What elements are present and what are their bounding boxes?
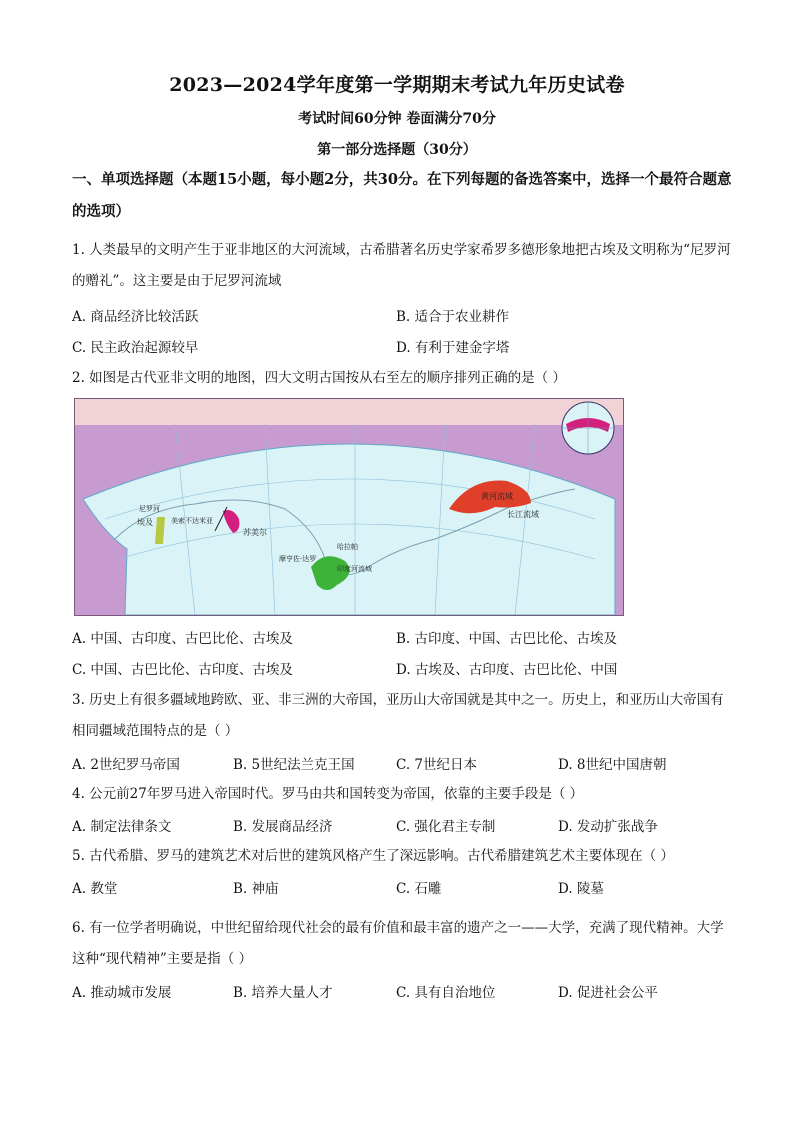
question-1-stem: 1. 人类最早的文明产生于亚非地区的大河流域，古希腊著名历史学家希罗多德形象地把古埃及文明称为“尼罗河的赠礼”。这主要是由于尼罗河流域 (72, 242, 731, 289)
question-4-option-a[interactable]: A. 制定法律条文 (72, 819, 172, 835)
question-1-option-a[interactable]: A. 商品经济比较活跃 (72, 309, 199, 325)
question-4-option-c[interactable]: C. 强化君主专制 (396, 819, 496, 835)
map-label-mohenjo: 摩亨佐·达罗 (279, 555, 317, 563)
question-4-stem: 4. 公元前27年罗马进入帝国时代。罗马由共和国转变为帝国，依靠的主要手段是（ ） (72, 786, 584, 802)
exam-time-score: 考试时间60分钟 卷面满分70分 (298, 111, 496, 127)
question-3-option-a[interactable]: A. 2世纪罗马帝国 (72, 757, 180, 773)
map-label-yellow-river: 黄河流域 (481, 492, 513, 501)
question-6-stem: 6. 有一位学者明确说，中世纪留给现代社会的最有价值和最丰富的遗产之一——大学，充满了现代精神。大学这种“现代精神”主要是指（ ） (72, 920, 724, 967)
question-5-option-d[interactable]: D. 陵墓 (558, 881, 604, 897)
question-2-option-a[interactable]: A. 中国、古印度、古巴比伦、古埃及 (72, 631, 293, 647)
question-1-option-c[interactable]: C. 民主政治起源较早 (72, 340, 199, 356)
section-heading: 一、单项选择题（本题15小题，每小题2分，共30分。在下列每题的备选答案中，选择一个最符合题意的选项） (72, 171, 732, 220)
question-5-option-b[interactable]: B. 神庙 (233, 881, 279, 897)
question-1-option-b[interactable]: B. 适合于农业耕作 (396, 309, 510, 325)
exam-title: 2023—2024学年度第一学期期末考试九年历史试卷 (169, 74, 625, 96)
question-6-option-c[interactable]: C. 具有自治地位 (396, 985, 496, 1001)
question-3-stem: 3. 历史上有很多疆域地跨欧、亚、非三洲的大帝国，亚历山大帝国就是其中之一。历史上，和亚历山大帝国有相同疆域范围特点的是（ ） (72, 692, 724, 739)
question-6-option-d[interactable]: D. 促进社会公平 (558, 985, 658, 1001)
map-label-sumer: 苏美尔 (243, 528, 267, 537)
question-3-option-c[interactable]: C. 7世纪日本 (396, 757, 478, 773)
question-5-option-c[interactable]: C. 石雕 (396, 881, 442, 897)
map-label-mesopotamia: 美索不达米亚 (171, 517, 213, 525)
question-4-option-d[interactable]: D. 发动扩张战争 (558, 819, 658, 835)
ancient-civilizations-map (74, 398, 624, 616)
part-heading: 第一部分选择题（30分） (317, 142, 477, 158)
question-6-option-a[interactable]: A. 推动城市发展 (72, 985, 172, 1001)
question-2-option-c[interactable]: C. 中国、古巴比伦、古印度、古埃及 (72, 662, 293, 678)
question-5-option-a[interactable]: A. 教堂 (72, 881, 118, 897)
question-3-option-d[interactable]: D. 8世纪中国唐朝 (558, 757, 667, 773)
question-5-stem: 5. 古代希腊、罗马的建筑艺术对后世的建筑风格产生了深远影响。古代希腊建筑艺术主要体现在（ ） (72, 848, 674, 864)
question-2-option-d[interactable]: D. 古埃及、古印度、古巴比伦、中国 (396, 662, 618, 678)
map-label-harappa: 哈拉帕 (337, 543, 358, 551)
question-2-stem: 2. 如图是古代亚非文明的地图，四大文明古国按从右至左的顺序排列正确的是（ ） (72, 370, 566, 386)
map-label-indus: 印度河流域 (337, 565, 372, 573)
globe-inset (548, 398, 620, 462)
question-6-option-b[interactable]: B. 培养大量人才 (233, 985, 333, 1001)
question-2-option-b[interactable]: B. 古印度、中国、古巴比伦、古埃及 (396, 631, 618, 647)
map-label-yangtze: 长江流域 (507, 510, 539, 519)
map-top-strip (75, 399, 623, 425)
question-3-option-b[interactable]: B. 5世纪法兰克王国 (233, 757, 355, 773)
map-label-nile: 尼罗河 (139, 505, 160, 513)
question-1-option-d[interactable]: D. 有利于建金字塔 (396, 340, 510, 356)
question-4-option-b[interactable]: B. 发展商品经济 (233, 819, 333, 835)
map-label-egypt: 埃及 (137, 518, 153, 527)
